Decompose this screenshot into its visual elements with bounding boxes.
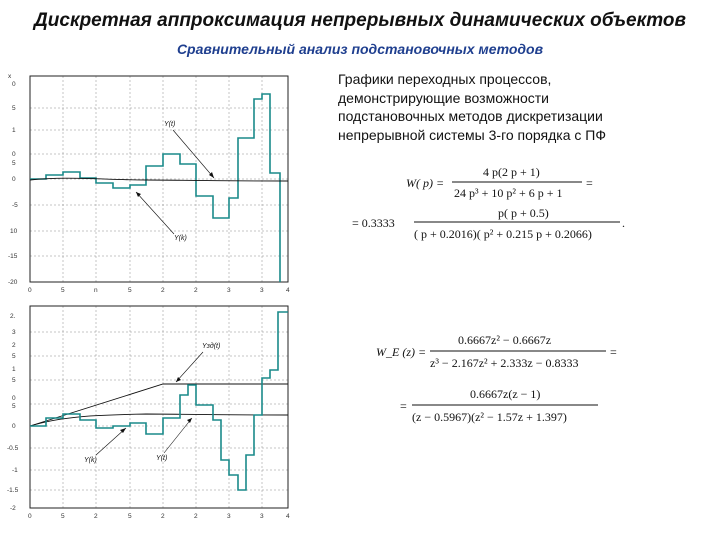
xtick-label: 2 — [194, 287, 198, 294]
ytick-label: x — [8, 73, 12, 80]
formula-coefficient: = 0.3333 — [352, 216, 395, 230]
ytick-label: 2. — [10, 313, 16, 320]
bottom-continuous-curve — [30, 414, 288, 426]
formula-equals: = — [586, 176, 593, 190]
arrow-head-icon — [187, 418, 192, 423]
ytick-label: -1.5 — [7, 487, 19, 494]
formula-denominator: z³ − 2.167z² + 2.333z − 0.8333 — [430, 356, 579, 370]
continuous-transfer-function — [350, 160, 670, 250]
bottom-discrete-step-line — [30, 312, 288, 490]
ytick-label: 5 — [12, 353, 16, 360]
formula-numerator-factored: p( p + 0.5) — [498, 206, 549, 220]
bottom-label-discrete-arrow — [96, 428, 126, 455]
bottom-label-continuous: Y(t) — [156, 455, 168, 462]
ytick-label: 5 — [12, 403, 16, 410]
top-transient-plot — [6, 68, 294, 300]
xtick-label: n — [94, 287, 98, 294]
xtick-label: 0 — [28, 287, 32, 294]
xtick-label: 2 — [194, 513, 198, 520]
top-label-continuous: Y(t) — [164, 121, 176, 128]
xtick-label: 5 — [61, 287, 65, 294]
ytick-label: 1 — [12, 127, 16, 134]
top-plot-xticks — [28, 287, 290, 294]
ytick-label: -1 — [12, 467, 18, 474]
ytick-label: 5 — [12, 160, 16, 167]
xtick-label: 3 — [260, 513, 264, 520]
formula-denominator: 24 p³ + 10 p² + 6 p + 1 — [454, 186, 563, 200]
bottom-transient-plot — [6, 300, 294, 528]
discrete-transfer-function — [370, 330, 670, 430]
ytick-label: 0 — [12, 423, 16, 430]
xtick-label: 3 — [227, 287, 231, 294]
description-line: Графики переходных процессов, — [338, 71, 552, 87]
bottom-label-discrete: Y(k) — [84, 457, 97, 464]
formula-numerator: 4 p(2 p + 1) — [483, 165, 540, 179]
xtick-label: 3 — [260, 287, 264, 294]
ytick-label: 0 — [12, 81, 16, 88]
bottom-plot-grid — [30, 306, 288, 508]
formula-lhs: W( p) = — [406, 176, 445, 190]
ytick-label: 10 — [10, 228, 18, 235]
xtick-label: 2 — [161, 287, 165, 294]
ytick-label: -20 — [8, 279, 18, 286]
ytick-label: 2 — [12, 342, 16, 349]
top-continuous-curve — [30, 178, 288, 181]
ytick-label: 0 — [12, 176, 16, 183]
top-label-discrete-arrow — [136, 192, 174, 234]
ytick-label: -5 — [12, 202, 18, 209]
bottom-label-input-arrow — [176, 352, 203, 382]
page-subtitle: Сравнительный анализ подстановочных методов — [176, 41, 544, 57]
xtick-label: 5 — [61, 513, 65, 520]
xtick-label: 2 — [94, 513, 98, 520]
formula-lead-equals: = — [400, 399, 407, 413]
xtick-label: 4 — [286, 513, 290, 520]
ytick-label: 0 — [12, 395, 16, 402]
formula-lhs: W_E (z) = — [376, 345, 427, 359]
description-text — [338, 70, 708, 144]
formula-numerator-factored: 0.6667z(z − 1) — [470, 387, 541, 401]
ytick-label: -15 — [8, 253, 18, 260]
bottom-plot-frame — [30, 306, 288, 508]
page-title: Дискретная аппроксимация непрерывных динамических объектов — [34, 10, 686, 31]
xtick-label: 2 — [161, 513, 165, 520]
formula-denominator-factored: (z − 0.5967)(z² − 1.57z + 1.397) — [412, 410, 567, 424]
formula-equals: = — [610, 345, 617, 359]
xtick-label: 4 — [286, 287, 290, 294]
top-plot-grid — [30, 76, 288, 282]
ytick-label: -0.5 — [7, 445, 19, 452]
ytick-label: 0 — [12, 151, 16, 158]
bottom-plot-xticks — [28, 513, 290, 520]
formula-period: . — [622, 216, 625, 230]
ytick-label: 3 — [12, 329, 16, 336]
arrow-head-icon — [176, 377, 181, 382]
ytick-label: 1 — [12, 366, 16, 373]
formula-numerator: 0.6667z² − 0.6667z — [458, 333, 552, 347]
ytick-label: 5 — [12, 105, 16, 112]
xtick-label: 5 — [128, 287, 132, 294]
description-line: непрерывной системы 3-го порядка с ПФ — [338, 126, 606, 143]
bottom-label-input: Yзд(t) — [202, 343, 221, 350]
xtick-label: 3 — [227, 513, 231, 520]
top-plot-yticks — [8, 73, 18, 286]
ytick-label: 5 — [12, 377, 16, 384]
bottom-plot-yticks — [7, 313, 19, 512]
top-label-discrete: Y(k) — [174, 235, 187, 242]
top-discrete-step-line — [30, 94, 280, 282]
description-line: подстановочных методов дискретизации — [338, 108, 603, 124]
xtick-label: 0 — [28, 513, 32, 520]
description-line: демонстрирующие возможности — [338, 89, 549, 106]
formula-denominator-factored: ( p + 0.2016)( p² + 0.215 p + 0.2066) — [414, 227, 592, 241]
xtick-label: 5 — [128, 513, 132, 520]
ytick-label: -2 — [10, 505, 16, 512]
arrow-head-icon — [136, 192, 141, 197]
bottom-input-curve — [30, 384, 288, 426]
